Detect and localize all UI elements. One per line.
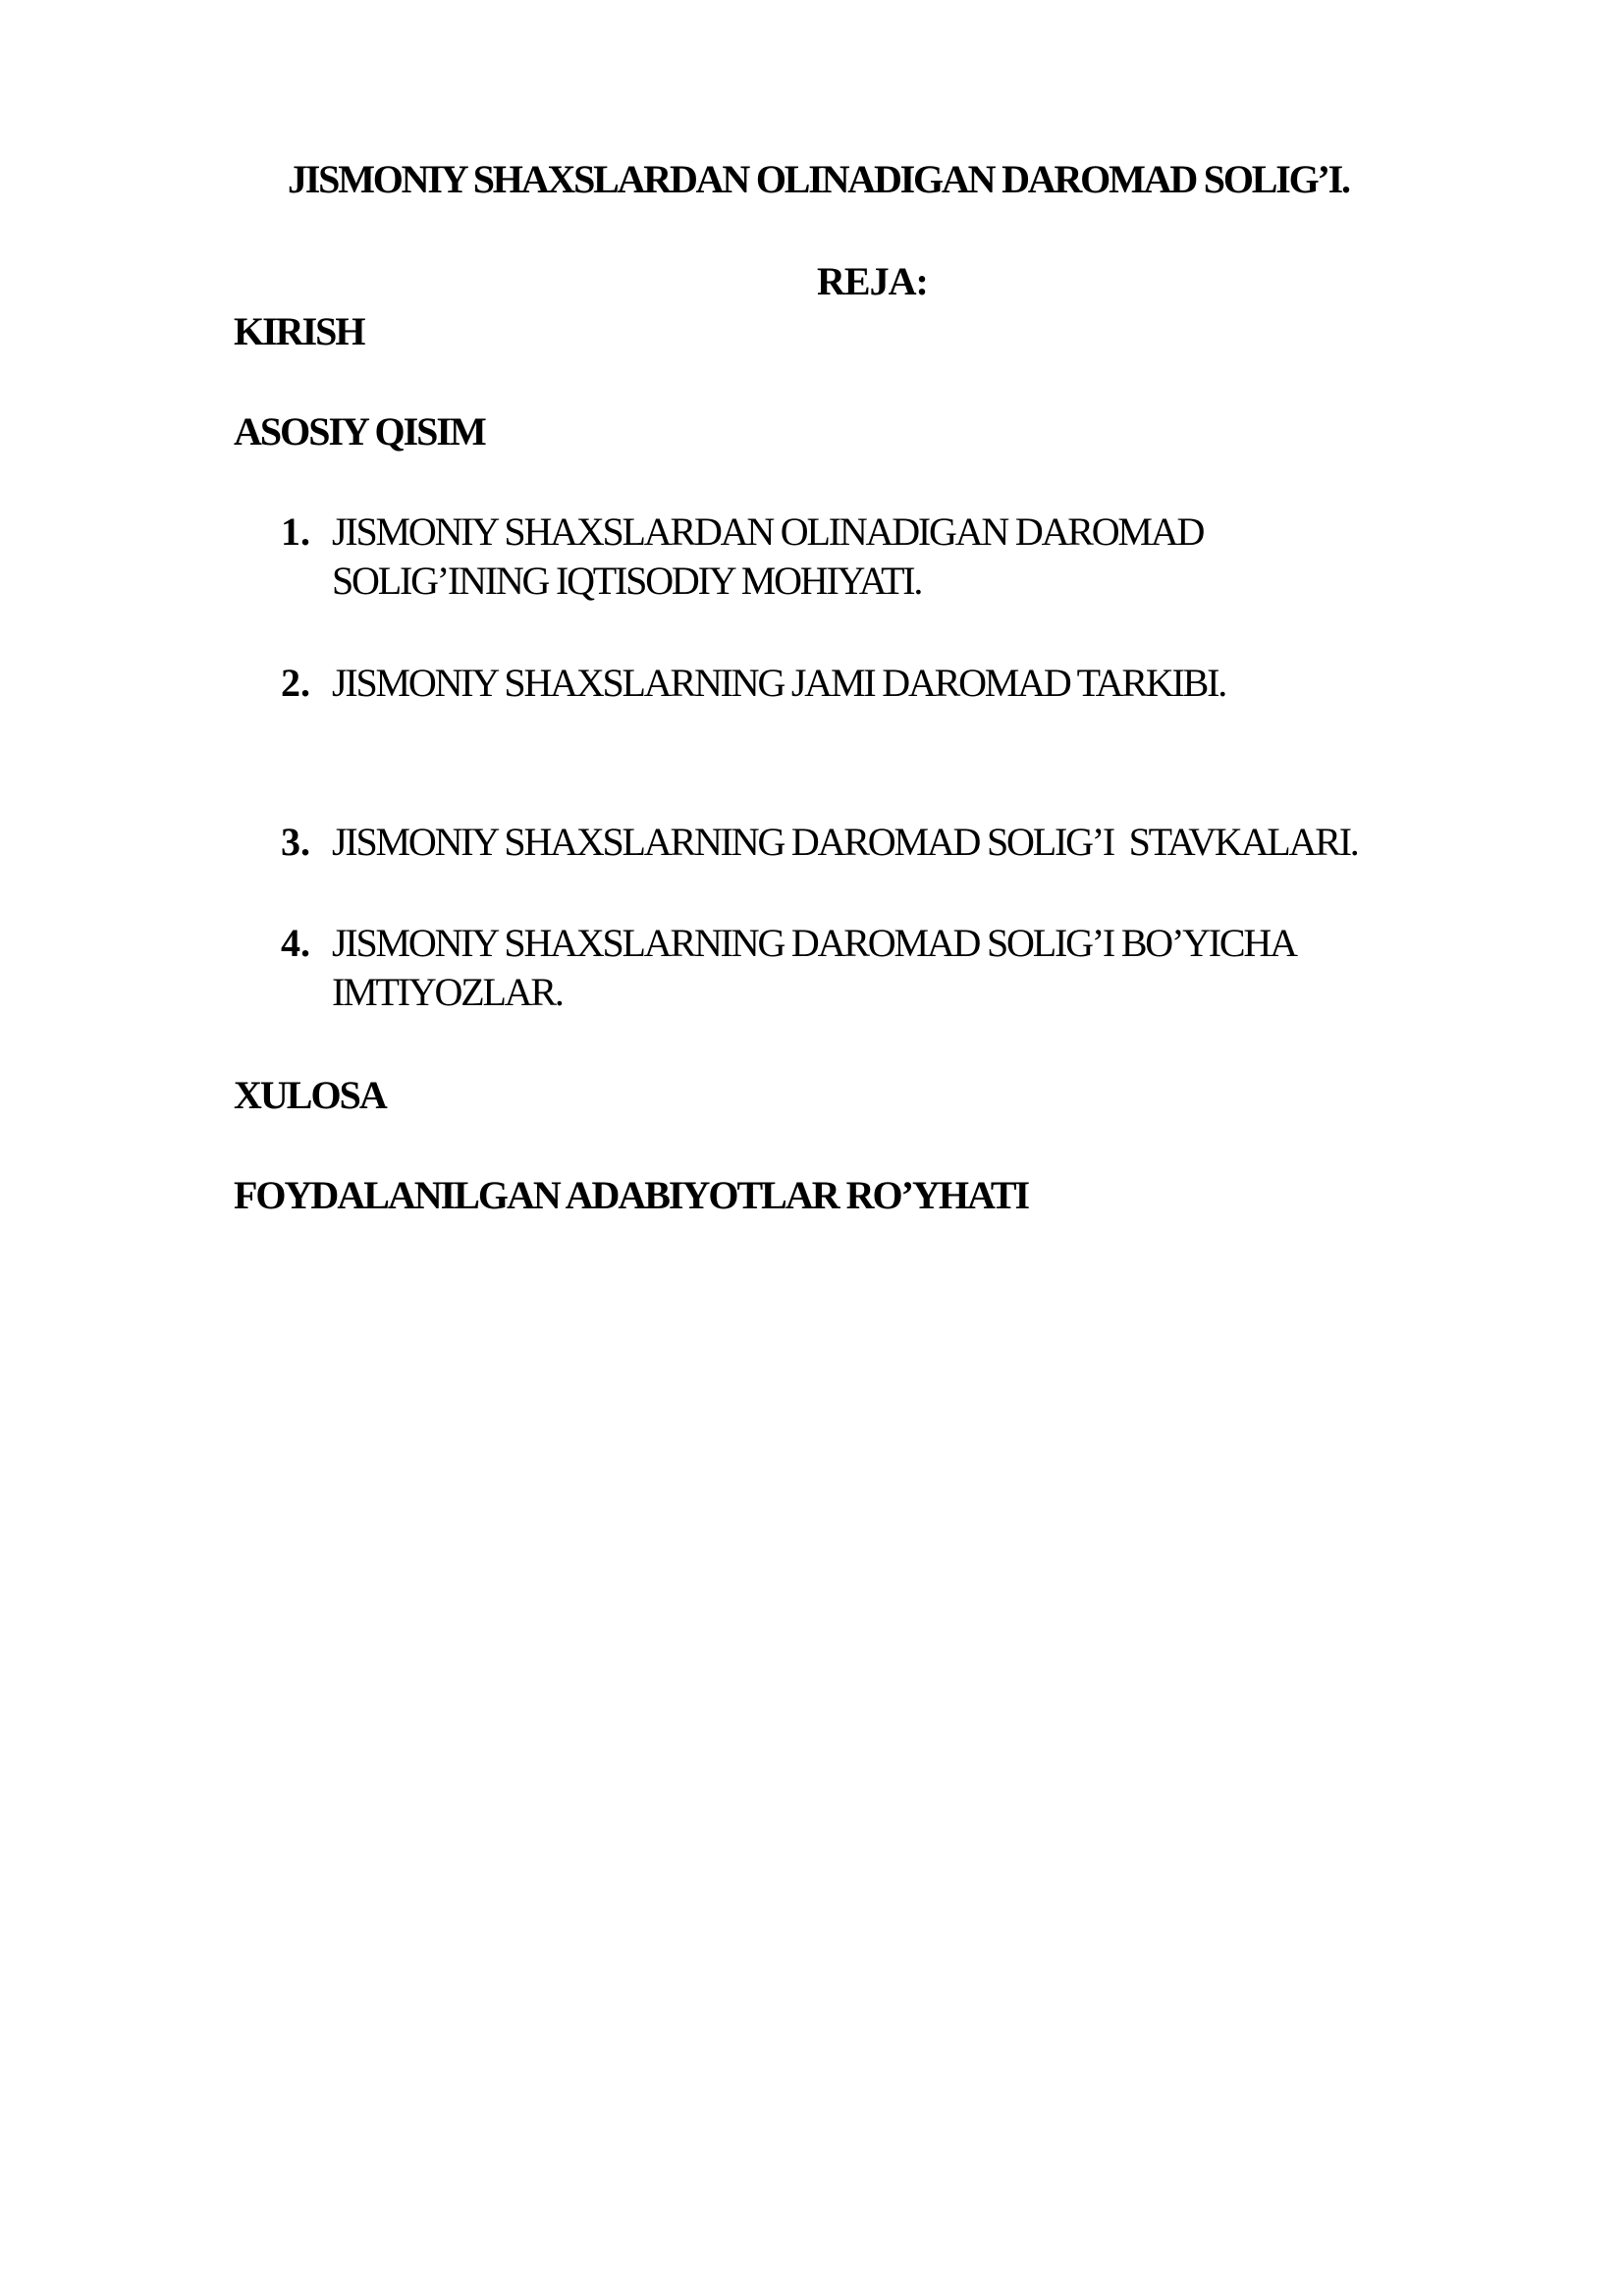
list-text: JISMONIY SHAXSLARDAN OLINADIGAN DAROMAD SOLIG’INING IQTISODIY MOHIYATI. (332, 509, 1204, 603)
list-number: 1. (281, 509, 310, 554)
document-title: JISMONIY SHAXSLARDAN OLINADIGAN DAROMAD SOLIG’I. (288, 157, 1349, 201)
list-text: JISMONIY SHAXSLARNING DAROMAD SOLIG’I BO’YICHA IMTIYOZLAR. (332, 921, 1294, 1014)
section-intro: KIRISH (234, 309, 364, 353)
section-conclusion: XULOSA (234, 1073, 386, 1117)
list-number: 4. (281, 921, 310, 965)
list-text: JISMONIY SHAXSLARNING JAMI DAROMAD TARKIBI. (332, 661, 1226, 705)
section-main-part: ASOSIY QISIM (234, 409, 485, 454)
section-references: FOYDALANILGAN ADABIYOTLAR RO’YHATI (234, 1173, 1029, 1217)
list-text: JISMONIY SHAXSLARNING DAROMAD SOLIG’I STAVKALARI. (332, 820, 1358, 864)
list-item-1 (281, 507, 1518, 606)
list-item-2 (281, 659, 1518, 708)
list-item-4 (281, 919, 1518, 1017)
list-item-3 (281, 818, 1518, 867)
list-number: 2. (281, 661, 310, 705)
plan-label: REJA: (817, 259, 928, 303)
list-number: 3. (281, 820, 310, 864)
